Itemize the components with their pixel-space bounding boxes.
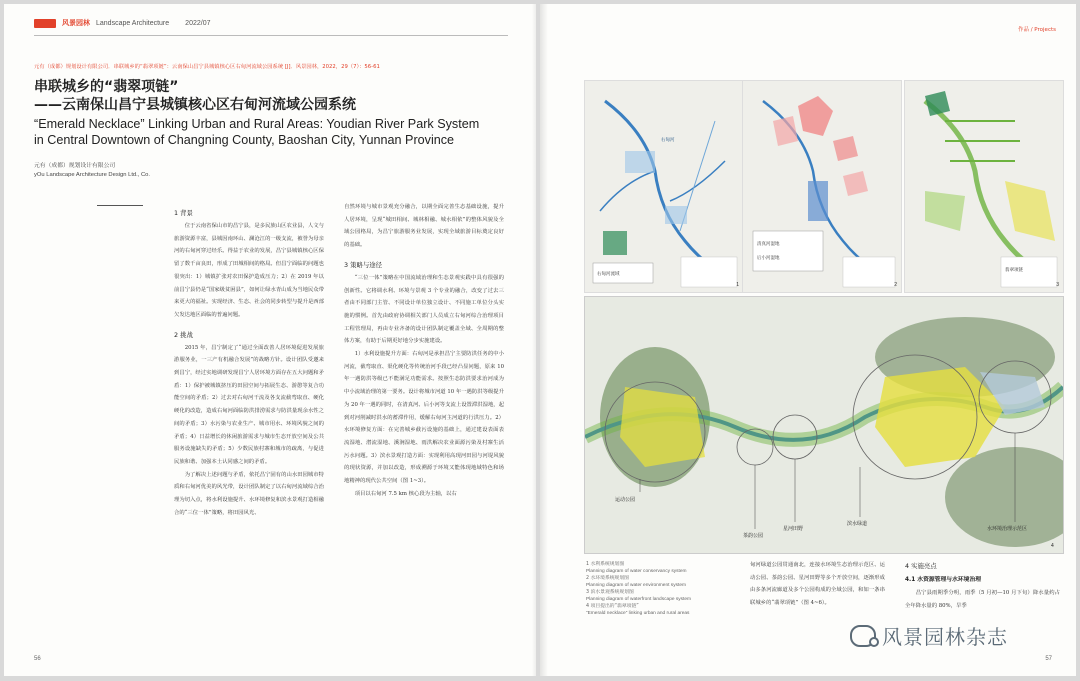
- caption-2-cn: 2 水环境系统规划图: [586, 576, 629, 581]
- magazine-header: [34, 18, 210, 28]
- figure-4-label-tea: 茶韵公园: [743, 533, 764, 539]
- watermark-text: 风景园林杂志: [882, 625, 1008, 649]
- caption-1-en: Planning diagram of water conservancy system: [586, 569, 687, 574]
- paragraph: 位于云南省保山市的昌宁县，是多民族山区农业县，人文与旅游资源丰富，县城因南环山、澜沧江的一级支流，被誉为母亲河的右甸河穿过经乐。得益于农业的发展，昌宁县城镇核心区保留了数千亩良田，形成了田城相间的格局。但昌宁面临的问题也很突出：1）城镇扩张对农田保护造成压力；2）在 2019 年以前昌宁县仍是“国家级贫困县”，如何让绿水青山成为当地民众带来更大的福祉。实现经济、生态、社会的同步转型与提升是西部欠发达地区面临的普遍问题。: [174, 223, 324, 318]
- page-gutter-shadow: [540, 4, 548, 676]
- paragraph: 为了解决上述问题与矛盾，依托昌宁固有的山水田园城市特质和右甸河优美的风光带，设计团队制定了以右甸河流域综合治理为切入点，将水利设施提升、水环境修复和滨水景观打造相融合的“三位一体”策略，将田园风光、: [174, 471, 324, 516]
- figure-4-label-field: 星河田野: [783, 526, 804, 532]
- article-title-cn: [34, 78, 356, 114]
- map3-label-a: 翡翠项链: [1005, 268, 1023, 273]
- figure-2-svg: [743, 81, 901, 292]
- caption-2-en: Planning diagram of water environment system: [586, 583, 686, 588]
- figure-1-svg: [585, 81, 743, 292]
- title-en-line2: in Central Downtown of Changning County, Baoshan City, Yunnan Province: [34, 133, 455, 147]
- right-page: [540, 4, 1076, 676]
- figure-3-number: 3: [1056, 282, 1059, 288]
- figure-1-map: [584, 80, 744, 293]
- figure-4-number: 4: [1051, 543, 1054, 549]
- caption-4-en: “Emerald necklace” linking urban and rural areas: [586, 611, 690, 616]
- figure-4-label-greenway: 滨水绿道: [847, 521, 868, 527]
- heading-strategy: 3 策略与途径: [344, 260, 383, 269]
- figure-3-svg: [905, 81, 1063, 292]
- title-cn-line1: 串联城乡的“翡翠项链”: [34, 79, 179, 95]
- magazine-name: Landscape Architecture: [96, 19, 170, 27]
- author-en: yOu Landscape Architecture Design Ltd., Co.: [34, 172, 151, 178]
- page-number-right: 57: [1045, 656, 1052, 662]
- map2-label-a: 清真河湿地: [757, 242, 780, 247]
- figure-1-number: 1: [736, 282, 739, 288]
- header-divider: [34, 35, 508, 36]
- figure-2-map: [742, 80, 902, 293]
- paragraph: 自然环境与城市景观充分融合，以期全面完善生态基础设施，提升人居环境，呈现“城田相间、城林相融、城水相依”的整体风貌及全域公园格局，为昌宁旅游服务业发展，实现全域旅游目标奠定良好的基础。: [344, 204, 504, 249]
- wechat-icon: [850, 625, 876, 647]
- article-title-en: [34, 116, 524, 148]
- title-cn-line2: ——云南保山昌宁县城镇核心区右甸河流域公园系统: [34, 97, 356, 113]
- heading-water-management: 4.1 水资源管理与水环境治理: [905, 577, 982, 583]
- caption-1-cn: 1 水利系统规划图: [586, 562, 625, 567]
- magazine-logo-icon: [34, 19, 56, 28]
- left-page: [4, 4, 536, 676]
- paragraph: 项目以右甸河 7.5 km 核心段为主轴，以右: [354, 490, 457, 497]
- heading-highlights: 4 实施亮点: [905, 562, 937, 570]
- heading-challenge: 2 挑战: [174, 330, 193, 339]
- figure-3-map: [904, 80, 1064, 293]
- caption-3-en: Planning diagram of waterfront landscape system: [586, 597, 692, 602]
- wechat-watermark: [850, 621, 1008, 650]
- paragraph: 2015 年，昌宁制定了“通过全面改善人居环境促进发展旅游服务业，一三产有机融合发展”的战略方针。设计团队受邀来到昌宁，经过实地调研发现昌宁人居环境方面存在五大问题和矛盾：1）保护被城镇挤压的田园空间与拓展生态、游憩等复合功能空间的矛盾；2）过去对右甸河干流及各支流截弯取直、硬化硬化的改造，造成右甸河面临防洪排涝需求与防洪量现余水性之间的矛盾；3）水污染与农业生产、城市用水、环境风貌之间的矛盾；4）日益增长的休闲旅游需求与城市生态开放空间及公共服务设施缺失的矛盾；5）少数民族村寨和城市的疏离，与促进民族和谐、加强本土认同感之间的矛盾。: [174, 344, 324, 465]
- issue-number: 2022/07: [185, 19, 211, 27]
- text-column-2: [344, 201, 504, 500]
- caption-4-cn: 4 项目提出的“翡翠项链”: [586, 604, 639, 609]
- magazine-logo-text: 风景园林: [62, 20, 90, 27]
- text-column-4: [905, 559, 1060, 612]
- section-divider: [97, 205, 143, 206]
- paragraph: 1）水利设施提升方面：右甸河是承担昌宁主要防洪任务的中小河流，截弯取直、渠化硬化等传统治河手段已经凸显问题，原来 10 年一遇防洪等级已不能满足功能需求。按照生态防洪要求治河成为中小流域治理的第一要务。设计将城市河道 10 年一遇防洪等级提升为 20 年一遇的同时，在清真河、后小河等支流上设置滞洪湿地，起到对河削减时洪水的蓄滞作用，缓解右甸河主河道的行洪压力。2）水环境修复方面：在完善城乡截污设施的基础上，通过建设表面表流湿地、潜流湿地、溪涧湿地、雨洪解决农业面源污染及村寨生活污水问题。3）滨水景观打造方面：实现利用高现河田园与河堤风貌的现状资源，并加以改造，形成溯源于环境又能体现地域特色和场地精神的现代公共空间（图 1~3）。: [344, 351, 504, 485]
- author-cn: 元有（成都）规划设计有限公司: [34, 163, 116, 169]
- page-gutter-shadow: [532, 4, 536, 676]
- paragraph: 甸河绿道公园贯通南北，连接水环境生态治理示范区、运动公园、茶韵公园、星河田野等多个开放空间，逐渐形成由多条河流廊道及多个公园构成的全域公园，和如一条串联城乡的“翡翠项链”（图 4~6）。: [750, 562, 885, 607]
- figure-4-label-sports: 运动公园: [615, 497, 636, 503]
- citation-line: 元有（成都）规划设计有限公司．串联城乡的“翡翠项链”：云南保山昌宁县城镇核心区右甸河流域公园系统 [J]．风景园林，2022，29（7）：56-61: [34, 64, 380, 70]
- title-en-line1: “Emerald Necklace” Linking Urban and Rural Areas: Youdian River Park System: [34, 117, 480, 131]
- figure-4-svg: [585, 297, 1063, 553]
- figure-4-map: [584, 296, 1064, 554]
- map1-label-b: 右甸河: [661, 138, 675, 143]
- page-number-left: 56: [34, 656, 41, 662]
- paragraph: 昌宁县雨期季分明，雨季（5 月初—10 月下旬）降水量约占全年降水量的 80%，旱季: [905, 590, 1060, 609]
- text-column-1: [174, 206, 324, 519]
- caption-3-cn: 3 滨水景观系统规划图: [586, 590, 634, 595]
- figure-captions: [586, 561, 746, 617]
- paragraph: “三位一体”策略在中国流域治理和生态景观实践中具有很强的创新性。它将调水利、环境与景观 3 个专业的融合，改变了过去三者由不同部门主管、不同设计单位独立设计、不同施工单位分头实施的惯例。首先由政府协调相关部门人员成立右甸河综合治理项目工程管理局，再由专业齐备的设计团队制定覆盖全域、全周期的整体方案，有助于后期更好地分步实施建设。: [344, 274, 504, 345]
- map2-label-b: 后小河湿地: [757, 256, 780, 261]
- section-label: 作品 / Projects: [1017, 27, 1056, 33]
- heading-background: 1 背景: [174, 209, 193, 217]
- map1-label-a: 右甸河流域: [597, 272, 620, 277]
- text-column-3: [750, 559, 885, 610]
- figure-2-number: 2: [894, 282, 897, 288]
- figure-4-label-demo: 水环境治理示范区: [987, 526, 1028, 532]
